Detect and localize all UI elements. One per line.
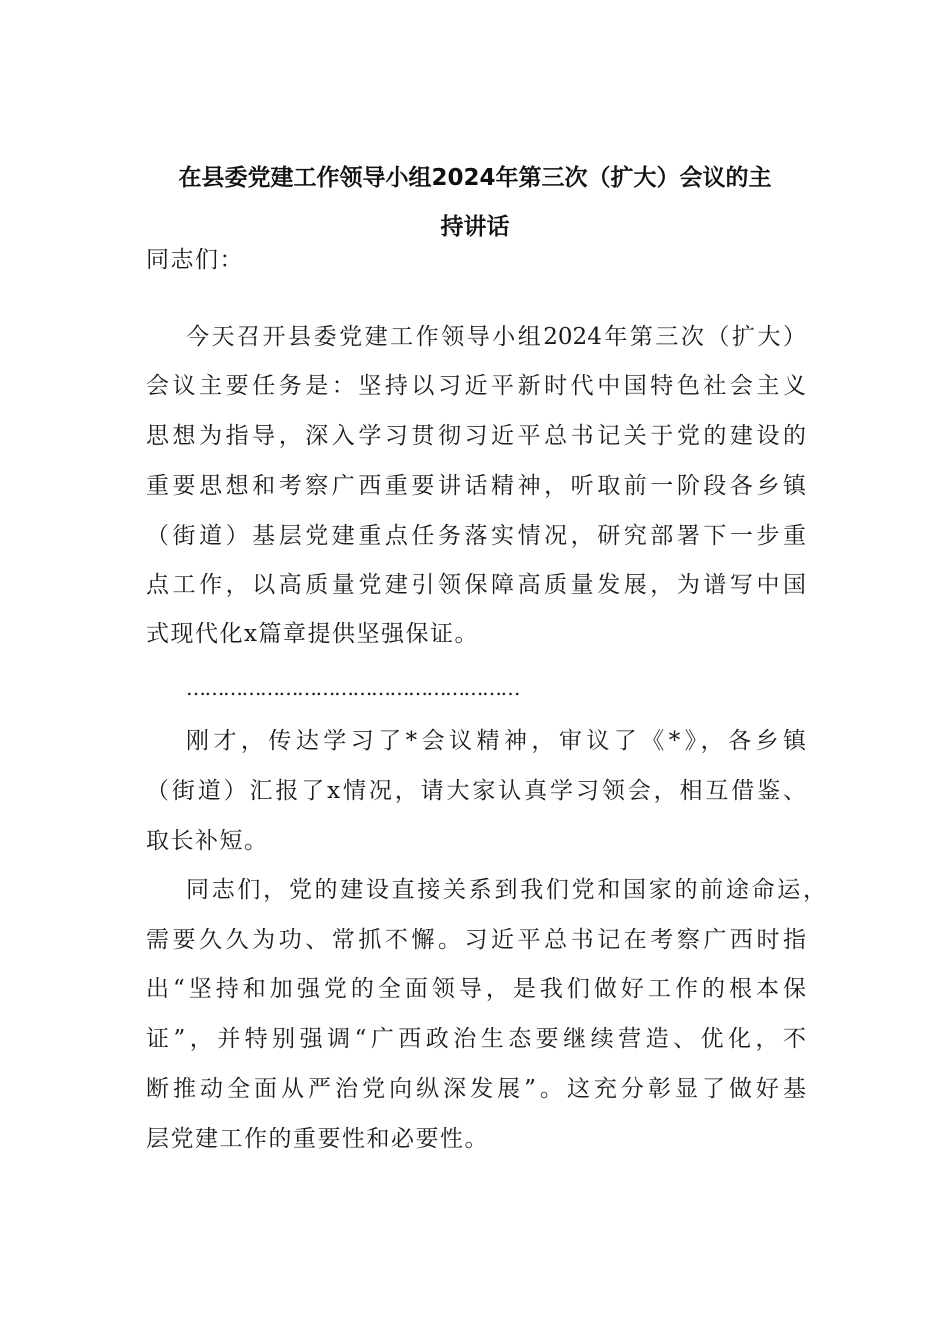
paragraph-1-line: （街道）基层党建重点任务落实情况，研究部署下一步重 (146, 523, 806, 549)
salutation: 同志们： (146, 247, 244, 273)
paragraph-1-line: 今天召开县委党建工作领导小组2024年第三次（扩大） (186, 324, 806, 350)
paragraph-3-line: 同志们，党的建设直接关系到我们党和国家的前途命运， (186, 877, 826, 903)
paragraph-1-line: 点工作，以高质量党建引领保障高质量发展，为谱写中国 (146, 572, 806, 598)
paragraph-2-line: 取长补短。 (146, 828, 269, 854)
paragraph-1-line: 重要思想和考察广西重要讲话精神，听取前一阶段各乡镇 (146, 473, 806, 499)
paragraph-1-line: 思想为指导，深入学习贯彻习近平总书记关于党的建设的 (146, 423, 806, 449)
paragraph-1-line: 会议主要任务是：坚持以习近平新时代中国特色社会主义 (146, 373, 806, 399)
ellipsis-separator: ……………………………………………… (186, 676, 519, 700)
paragraph-3-line: 出“坚持和加强党的全面领导，是我们做好工作的根本保 (146, 976, 806, 1002)
paragraph-3-line: 断推动全面从严治党向纵深发展”。这充分彰显了做好基 (146, 1076, 806, 1102)
document-title-line-1: 在县委党建工作领导小组2024年第三次（扩大）会议的主 (178, 165, 772, 191)
document-title-line-2: 持讲话 (440, 214, 510, 240)
paragraph-3-line: 层党建工作的重要性和必要性。 (146, 1126, 489, 1152)
paragraph-2-line: （街道）汇报了x情况，请大家认真学习领会，相互借鉴、 (146, 778, 806, 804)
paragraph-2-line: 刚才，传达学习了*会议精神，审议了《*》，各乡镇 (186, 728, 806, 754)
paragraph-3-line: 证”，并特别强调“广西政治生态要继续营造、优化，不 (146, 1026, 806, 1052)
paragraph-3-line: 需要久久为功、常抓不懈。习近平总书记在考察广西时指 (146, 927, 806, 953)
paragraph-1-line: 式现代化x篇章提供坚强保证。 (146, 621, 479, 647)
